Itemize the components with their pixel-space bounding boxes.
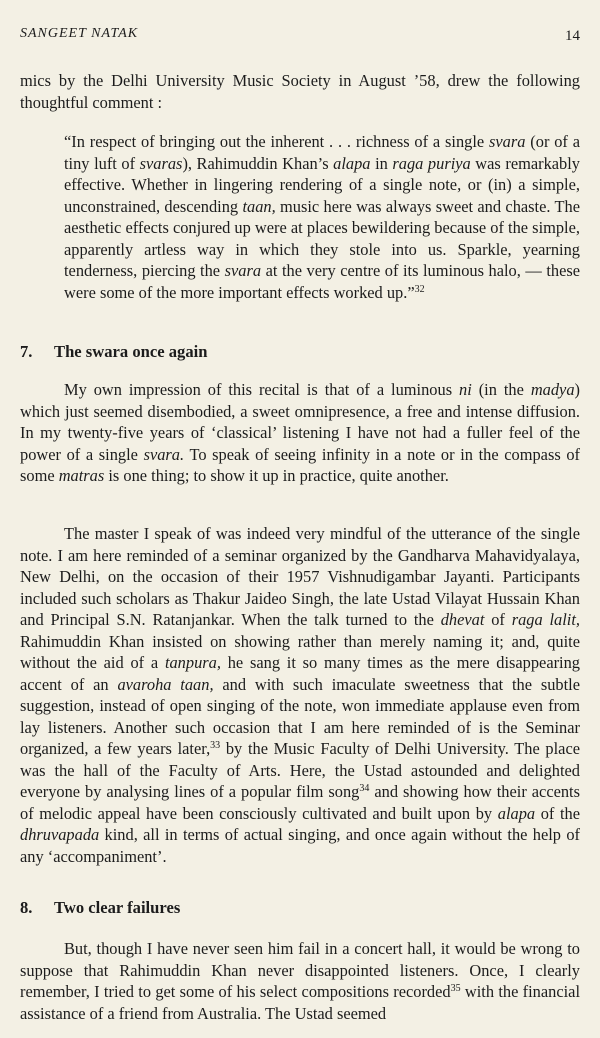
- footnote-ref: 32: [414, 283, 425, 295]
- section-8-paragraph-1: But, though I have never seen him fail in a concert hall, it would be wrong to suppose that Rahimuddin Khan never disappointed listeners. Once, I clearly remember, I tried to get some of his select compositions recorded$^{35}$ with the financial assistance of a friend from Australia. The Ustad seemed: [20, 939, 580, 1023]
- page-number: 14: [565, 28, 580, 44]
- quote-text: “In respect of bringing out the inherent . . . richness of a single svara (or of a tiny luft of svaras), Rahimuddin Khan’s alapa in raga puriya was remarkably effective. Whether in lingering rendering of a single note, or (in) a simple, unconstrained, descending taan, music here was always sweet and chaste. The aesthetic effects conjured up were at places bewildering because of the simple, apparently artless way in which they stole into us. Sparkle, yearning tenderness, piercing the svara at the very centre of its luminous halo, — these were some of the more important effects worked up.”$^{32}$: [64, 132, 581, 302]
- intro-paragraph: [20, 70, 580, 113]
- footnote-ref: 35: [450, 983, 461, 994]
- footnote-ref: 34: [359, 783, 370, 794]
- section-number: 8.: [20, 898, 33, 917]
- intro-text: mics by the Delhi University Music Society in August ’58, drew the following thoughtful comment :: [20, 71, 580, 112]
- section-7-paragraph-2: The master I speak of was indeed very mindful of the utterance of the single note. I am here reminded of a seminar organized by the Gandharva Mahavidyalaya, New Delhi, on the occasion of their 1957 Vishnudigambar Jayanti. Participants included such scholars as Thakur Jaideo Singh, the late Ustad Vilayat Hussain Khan and Principal S.N. Ratanjankar. When the talk turned to the dhevat of raga lalit, Rahimuddin Khan insisted on showing rather than merely naming it; and, quite without the aid of a tanpura, he sang it so many times as the mere disappearing accent of an avaroha taan, and with such imaculate sweetness that the subtle suggestion, instead of open singing of the note, won immediate applause even from lay listeners. Another such occasion that I am here reminded of is the Seminar organized, a few years later,$^{33}$ by the Music Faculty of Delhi University. The place was the hall of the Faculty of Arts. Here, the Ustad astounded and delighted everyone by analysing lines of a popular film song$^{34}$ and showing how their accents of melodic appeal have been consciously cultivated and built upon by alapa of the dhruvapada kind, all in terms of actual singing, and once again without the help of any ‘accompaniment’.: [20, 524, 580, 866]
- section-7-heading: [20, 342, 208, 362]
- section-number: 7.: [20, 342, 33, 361]
- block-quote: [64, 131, 580, 303]
- footnote-ref: 33: [210, 740, 221, 751]
- running-head: SANGEET NATAK: [20, 26, 139, 41]
- section-title: The swara once again: [54, 342, 208, 361]
- section-7-paragraph-1: My own impression of this recital is that of a luminous ni (in the madya) which just seemed disembodied, a sweet omnipresence, a free and intense diffusion. In my twenty-five years of ‘classical’ listening I have not had a fuller feel of the power of a single svara. To speak of seeing infinity in a note or in the compass of some matras is one thing; to show it up in practice, quite another.: [20, 380, 580, 485]
- section-title: Two clear failures: [54, 898, 181, 917]
- section-8-heading: [20, 898, 180, 918]
